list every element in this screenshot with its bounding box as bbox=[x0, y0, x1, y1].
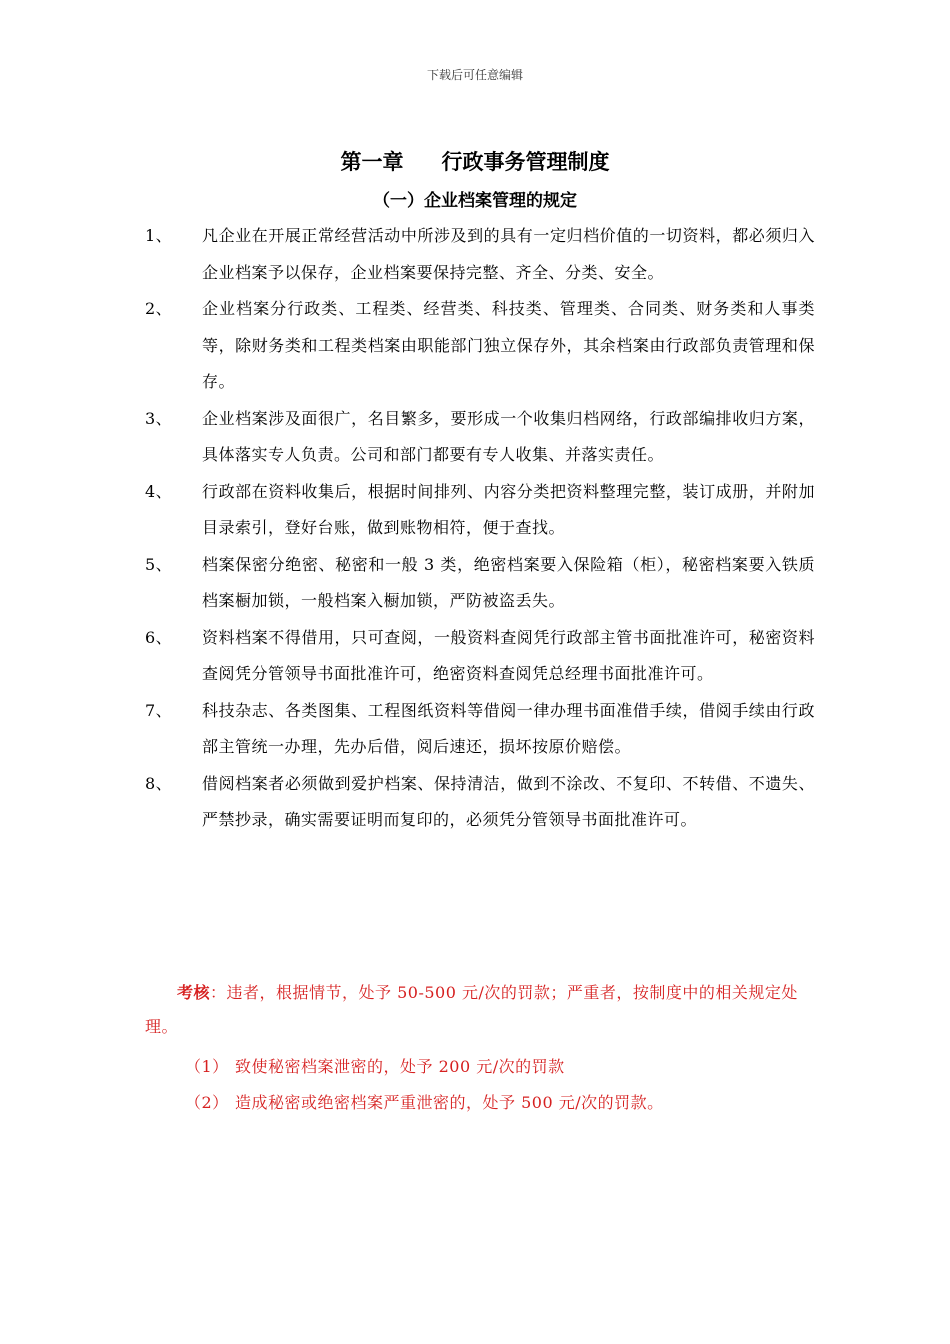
rule-text: 企业档案分行政类、工程类、经营类、科技类、管理类、合同类、财务类和人事类等，除财务类和工程类档案由职能部门独立保存外，其余档案由行政部负责管理和保存。 bbox=[202, 299, 815, 391]
assessment-paragraph bbox=[145, 976, 813, 1044]
rule-item-7 bbox=[145, 693, 815, 766]
sub-item-number: （1） bbox=[185, 1057, 229, 1076]
rule-number: 4、 bbox=[145, 481, 173, 501]
rule-number: 8、 bbox=[145, 773, 173, 793]
section-title: （一）企业档案管理的规定 bbox=[373, 191, 577, 211]
rule-number: 2、 bbox=[145, 299, 173, 318]
assessment-sub-item-2 bbox=[185, 1090, 664, 1113]
rule-text: 资料档案不得借用，只可查阅，一般资料查阅凭行政部主管书面批准许可，秘密资料查阅凭分管领导书面批准许可，绝密资料查阅凭总经理书面批准许可。 bbox=[202, 627, 815, 683]
rule-text: 企业档案涉及面很广，名目繁多，要形成一个收集归档网络，行政部编排收归方案，具体落实专人负责。公司和部门都要有专人收集、并落实责任。 bbox=[202, 408, 815, 464]
assessment-sub-item-1 bbox=[185, 1054, 565, 1077]
chapter-number: 第一章 bbox=[340, 149, 404, 174]
rule-item-5 bbox=[145, 547, 815, 620]
rule-text: 借阅档案者必须做到爱护档案、保持清洁，做到不涂改、不复印、不转借、不遗失、严禁抄录，确实需要证明而复印的，必须凭分管领导书面批准许可。 bbox=[202, 773, 815, 829]
rule-number: 1、 bbox=[145, 226, 173, 245]
rule-item-6 bbox=[145, 620, 815, 693]
sub-item-text: 造成秘密或绝密档案严重泄密的，处予 500 元/次的罚款。 bbox=[235, 1093, 664, 1112]
rule-item-1 bbox=[145, 218, 815, 291]
rule-text: 档案保密分绝密、秘密和一般 3 类，绝密档案要入保险箱（柜），秘密档案要入铁质档案橱加锁，一般档案入橱加锁，严防被盗丢失。 bbox=[202, 554, 815, 610]
rule-item-3 bbox=[145, 401, 815, 474]
rule-list bbox=[145, 218, 815, 839]
page-header: 下载后可任意编辑 bbox=[426, 68, 523, 82]
chapter-title bbox=[0, 146, 950, 176]
rule-text: 凡企业在开展正常经营活动中所涉及到的具有一定归档价值的一切资料，都必须归入企业档案予以保存，企业档案要保持完整、齐全、分类、安全。 bbox=[202, 226, 815, 282]
rule-item-2 bbox=[145, 291, 815, 401]
chapter-name: 行政事务管理制度 bbox=[441, 149, 610, 174]
sub-item-number: （2） bbox=[185, 1093, 229, 1112]
assessment-label: 考核 bbox=[177, 983, 211, 1002]
rule-item-8 bbox=[145, 766, 815, 839]
rule-text: 科技杂志、各类图集、工程图纸资料等借阅一律办理书面准借手续，借阅手续由行政部主管统一办理，先办后借，阅后速还，损坏按原价赔偿。 bbox=[202, 700, 815, 756]
rule-number: 7、 bbox=[145, 700, 173, 720]
rule-number: 3、 bbox=[145, 408, 173, 428]
rule-number: 5、 bbox=[145, 554, 173, 574]
rule-number: 6、 bbox=[145, 627, 173, 647]
sub-item-text: 致使秘密档案泄密的，处予 200 元/次的罚款 bbox=[235, 1057, 565, 1076]
rule-text: 行政部在资料收集后，根据时间排列、内容分类把资料整理完整，装订成册，并附加目录索引，登好台账，做到账物相符，便于查找。 bbox=[202, 481, 815, 537]
assessment-text: ：违者，根据情节，处予 50-500 元/次的罚款；严重者，按制度中的相关规定处理。 bbox=[145, 983, 798, 1036]
rule-item-4 bbox=[145, 474, 815, 547]
